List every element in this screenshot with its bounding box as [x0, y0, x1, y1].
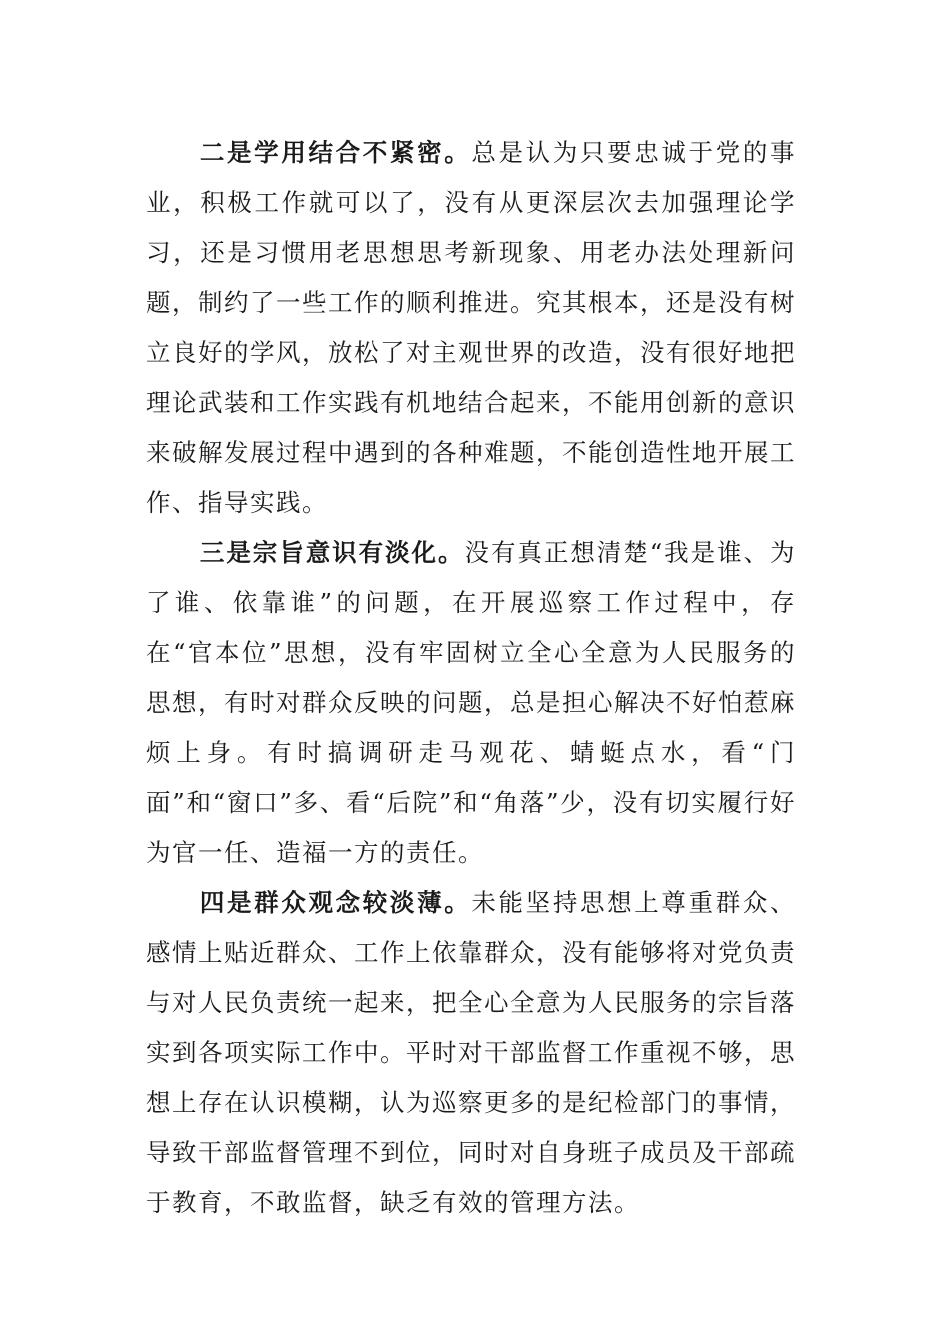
paragraph-text: 没有真正想清楚“我是谁、为了谁、依靠谁”的问题，在开展巡察工作过程中，存在“官本位”思想，没有牢固树立全心全意为人民服务的思想，有时对群众反映的问题，总是担心解决不好怕惹麻烦上身。有时搞调研走马观花、蜻蜓点水，看“门面”和“窗口”多、看“后院”和“角落”少，没有切实履行好为官一任、造福一方的责任。 [146, 538, 797, 867]
paragraph-study-application [146, 128, 796, 528]
paragraph-mass-concept [146, 878, 796, 1228]
paragraph-purpose-awareness [146, 528, 796, 878]
paragraph-text: 未能坚持思想上尊重群众、感情上贴近群众、工作上依靠群众，没有能够将对党负责与对人民负责统一起来，把全心全意为人民服务的宗旨落实到各项实际工作中。平时对干部监督工作重视不够，思想上存在认识模糊，认为巡察更多的是纪检部门的事情，导致干部监督管理不到位，同时对自身班子成员及干部疏于教育，不敢监督，缺乏有效的管理方法。 [146, 888, 797, 1217]
paragraph-heading: 二是学用结合不紧密。 [199, 138, 472, 167]
paragraph-heading: 三是宗旨意识有淡化。 [199, 538, 465, 567]
paragraph-heading: 四是群众观念较淡薄。 [199, 888, 472, 917]
document-body [146, 128, 796, 1228]
paragraph-text: 总是认为只要忠诚于党的事业，积极工作就可以了，没有从更深层次去加强理论学习，还是习惯用老思想思考新现象、用老办法处理新问题，制约了一些工作的顺利推进。究其根本，还是没有树立良好的学风，放松了对主观世界的改造，没有很好地把理论武装和工作实践有机地结合起来，不能用创新的意识来破解发展过程中遇到的各种难题，不能创造性地开展工作、指导实践。 [146, 138, 797, 517]
